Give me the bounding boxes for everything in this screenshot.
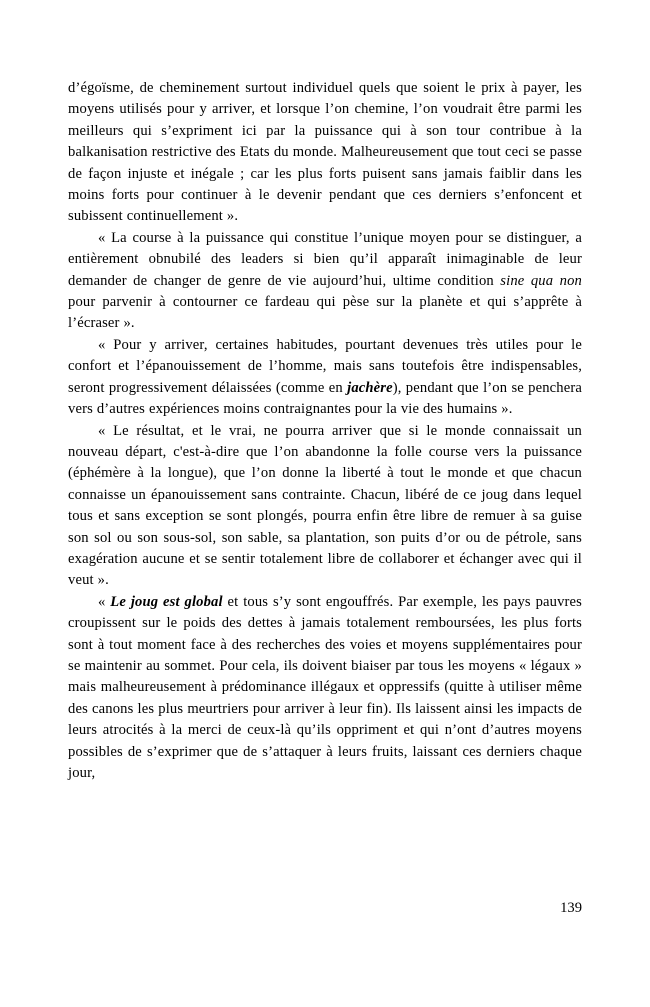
paragraph-pour-y-arriver (68, 335, 582, 421)
italic-phrase: sine qua non (500, 272, 582, 289)
page-number: 139 (560, 900, 582, 916)
page-text-block (68, 78, 582, 784)
text-run: d’égoïsme, de cheminement surtout individuel quels que soient le prix à payer, les moyens utilisés pour y arriver, et lorsque l’on chemine, l’on voudrait être parmi les meilleurs qui s’expriment ici par la puissance qui à son tour contribue à la balkanisation restrictive des Etats du monde. Malheureusement que tout ceci se passe de façon injuste et inégale ; car les plus forts puisent sans jamais faiblir dans les moins forts pour continuer à le devenir pendant que ces derniers s’enfoncent et subissent continuellement ». (68, 80, 582, 225)
text-run: pour parvenir à contourner ce fardeau qui pèse sur la planète et qui s’apprête à l’écraser ». (68, 294, 582, 332)
text-run: « Pour y arriver, certaines habitudes, pourtant devenues très utiles pour le confort et l’épanouissement de l’homme, mais sans toutefois être indispensables, seront progressivement délaissées (comme en (68, 336, 582, 396)
paragraph-le-joug-est-global (68, 592, 582, 785)
bold-italic-phrase: Le joug est global (110, 593, 223, 610)
text-run: ), pendant que l’on se penchera vers d’autres expériences moins contraignantes pour la vie des humains ». (68, 379, 582, 418)
text-run: et tous s’y sont engouffrés. Par exemple, les pays pauvres croupissent sur le poids des dettes à jamais totalement remboursées, les plus forts sont à tout moment face à des recherches des voies et moyens supplémentaires pour se maintenir au sommet. Pour cela, ils doivent biaiser par tous les moyens « légaux » mais malheureusement à prédominance illégaux et oppressifs (quitte à utiliser même des canons les plus meurtriers pour arriver à leur fin). Ils laissent ainsi les impacts de leurs atrocités à la merci de ceux-là qu’ils oppriment et qui n’ont d’autres moyens possibles de s’exprimer que de s’attaquer à leurs fruits, laissant ces derniers chaque jour, (68, 593, 583, 781)
paragraph-continuation (68, 78, 582, 228)
text-run: « Le résultat, et le vrai, ne pourra arriver que si le monde connaissait un nouveau départ, c'est-à-dire que l’on abandonne la folle course vers la puissance (éphémère à la longue), que l’on donne la liberté à tout le monde et que chacun connaisse un épanouissement sans contrainte. Chacun, libéré de ce joug dans lequel tous et sans exception se sont plongés, pourra enfin être libre de remuer à sa guise son sol ou son sous-sol, son sable, sa plantation, son puits d’or ou de pétrole, sans exagération aucune et se sentir totalement libre de collaborer et échanger avec qui il veut ». (68, 422, 582, 589)
text-run: « La course à la puissance qui constitue l’unique moyen pour se distinguer, a entièrement obnubilé des leaders si bien qu’il apparaît inimaginable de leur demander de changer de genre de vie aujourd’hui, ultime condition (68, 229, 582, 289)
text-run: « (98, 593, 111, 610)
bold-italic-phrase: jachère (347, 379, 393, 396)
paragraph-le-resultat (68, 421, 582, 592)
paragraph-course-puissance (68, 228, 582, 335)
